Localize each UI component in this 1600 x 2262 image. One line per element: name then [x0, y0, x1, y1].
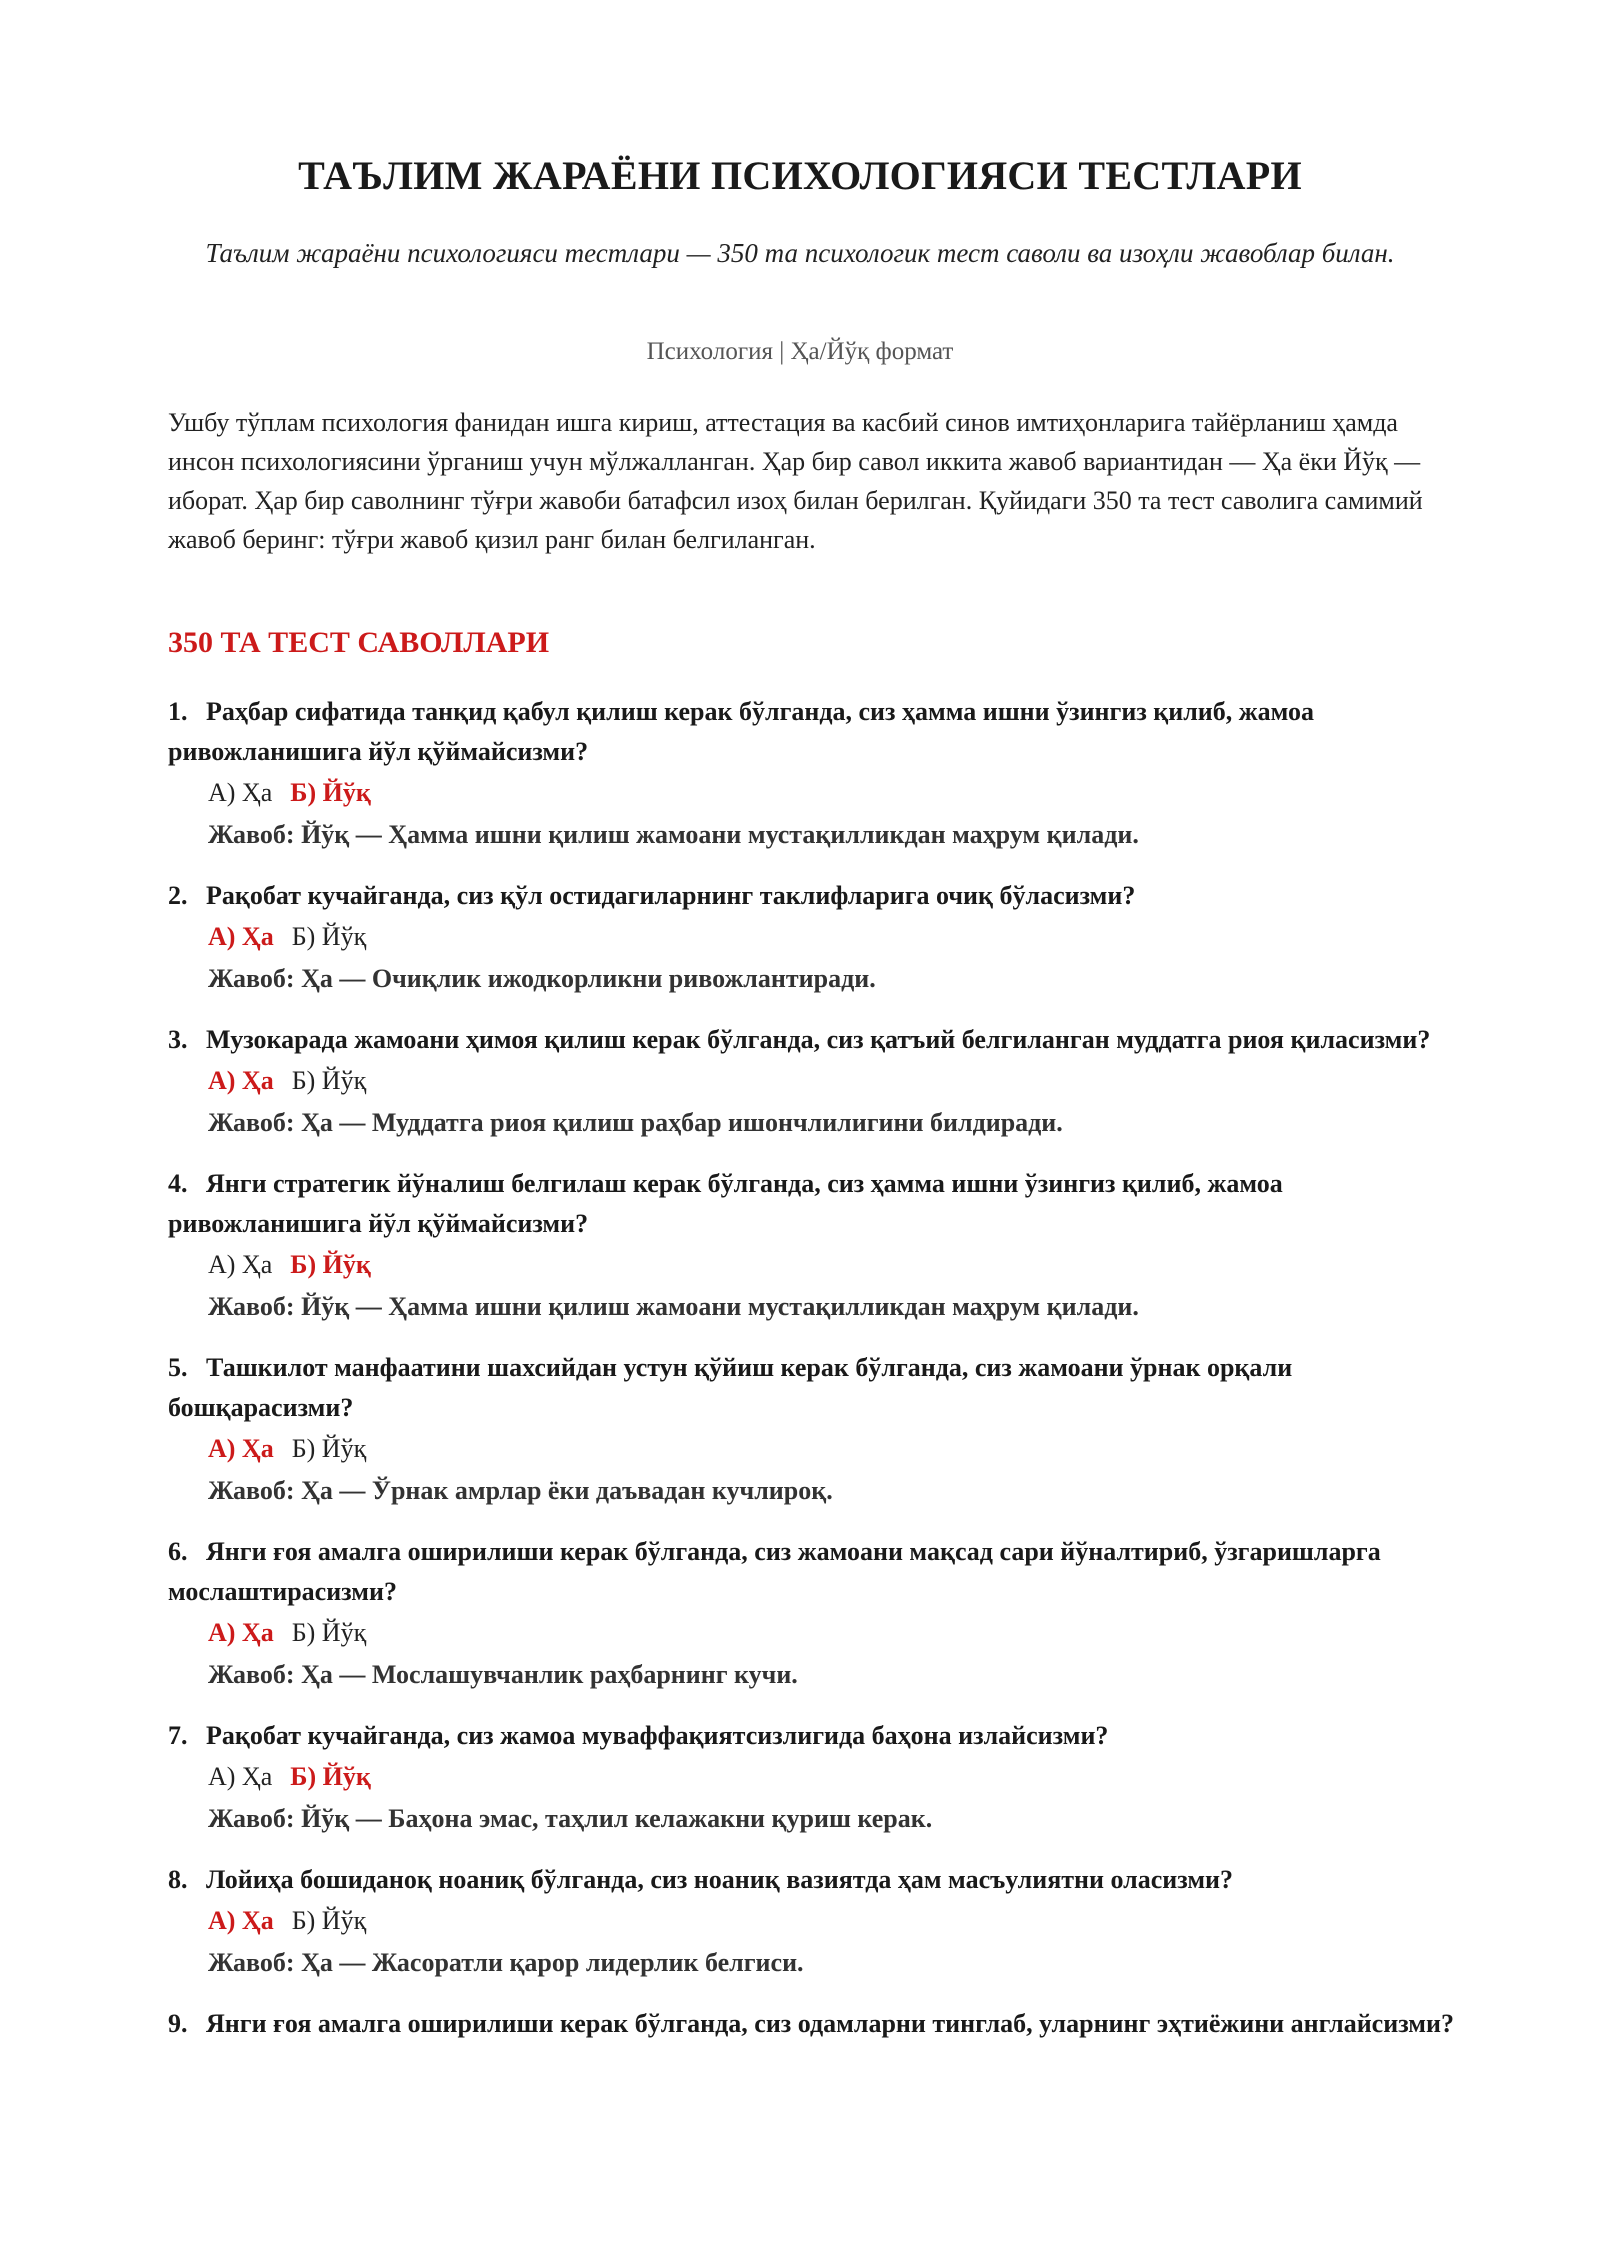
question-number: 6.	[168, 1537, 188, 1566]
answer-explanation: Жавоб: Ҳа — Муддатга риоя қилиш раҳбар ишончлилигини билдиради.	[208, 1108, 1063, 1137]
question-text	[168, 1020, 1458, 1060]
option: А) Ҳа	[208, 1250, 273, 1279]
option: Б) Йўқ	[291, 1066, 367, 1095]
question-body: Лойиҳа бошиданоқ ноаниқ бўлганда, сиз ноаниқ вазиятда ҳам масъулиятни оласизми?	[206, 1865, 1234, 1894]
correct-option: А) Ҳа	[208, 922, 274, 951]
option: Б) Йўқ	[291, 1618, 367, 1647]
question-list	[168, 692, 1458, 2064]
question-number: 7.	[168, 1721, 188, 1750]
question-body: Рақобат кучайганда, сиз қўл остидагиларнинг таклифларига очиқ бўласизми?	[206, 881, 1136, 910]
correct-option: Б) Йўқ	[290, 1250, 371, 1279]
question-body: Янги ғоя амалга оширилиши керак бўлганда, сиз одамларни тинглаб, уларнинг эҳтиёжини англайсизми?	[206, 2009, 1454, 2038]
answer-options	[168, 1428, 1458, 1470]
answer-explanation: Жавоб: Ҳа — Ўрнак амрлар ёки даъвадан кучлироқ.	[208, 1476, 833, 1505]
option: А) Ҳа	[208, 778, 273, 807]
question-text	[168, 1532, 1458, 1612]
question-text	[168, 1716, 1458, 1756]
question-number: 5.	[168, 1353, 188, 1382]
section-heading: 350 ТА ТЕСТ САВОЛЛАРИ	[168, 626, 550, 659]
question-number: 9.	[168, 2009, 188, 2038]
option: Б) Йўқ	[291, 1434, 367, 1463]
question-text	[168, 876, 1458, 916]
question-number: 4.	[168, 1169, 188, 1198]
answer-options	[168, 1900, 1458, 1942]
question-body: Музокарада жамоани ҳимоя қилиш керак бўлганда, сиз қатъий белгиланган муддатга риоя қиласизми?	[206, 1025, 1431, 1054]
intro-paragraph: Ушбу тўплам психология фанидан ишга кириш, аттестация ва касбий синов имтиҳонларига тайёрланиш ҳамда инсон психологиясини ўрганиш учун мўлжалланган. Ҳар бир савол иккита жавоб вариантидан — Ҳа ёки Йўқ — иборат. Ҳар бир саволнинг тўғри жавоби батафсил изоҳ билан берилган. Қуйидаги 350 та тест саволига самимий жавоб беринг: тўғри жавоб қизил ранг билан белгиланган.	[168, 408, 1423, 554]
answer-explanation: Жавоб: Йўқ — Баҳона эмас, таҳлил келажакни қуриш керак.	[208, 1804, 933, 1833]
correct-option: А) Ҳа	[208, 1066, 274, 1095]
answer-explanation: Жавоб: Йўқ — Ҳамма ишни қилиш жамоани мустақилликдан маҳрум қилади.	[208, 1292, 1139, 1321]
question-item	[168, 1532, 1458, 1696]
question-item	[168, 1020, 1458, 1144]
category-meta: Психология | Ҳа/Йўқ формат	[646, 338, 954, 365]
page-title: ТАЪЛИМ ЖАРАЁНИ ПСИХОЛОГИЯСИ ТЕСТЛАРИ	[298, 153, 1302, 198]
question-number: 8.	[168, 1865, 188, 1894]
question-body: Янги ғоя амалга оширилиши керак бўлганда, сиз жамоани мақсад сари йўналтириб, ўзгаришларга мослаштирасизми?	[168, 1537, 1381, 1606]
option: Б) Йўқ	[291, 1906, 367, 1935]
question-text	[168, 1860, 1458, 1900]
question-item	[168, 1348, 1458, 1512]
correct-option: А) Ҳа	[208, 1618, 274, 1647]
answer-options	[168, 916, 1458, 958]
question-item	[168, 692, 1458, 856]
question-text	[168, 2004, 1458, 2044]
answer-options	[168, 1756, 1458, 1798]
question-number: 2.	[168, 881, 188, 910]
correct-option: А) Ҳа	[208, 1906, 274, 1935]
question-number: 3.	[168, 1025, 188, 1054]
question-body: Янги стратегик йўналиш белгилаш керак бўлганда, сиз ҳамма ишни ўзингиз қилиб, жамоа ривожланишига йўл қўймайсизми?	[168, 1169, 1283, 1238]
option: Б) Йўқ	[291, 922, 367, 951]
question-item	[168, 2004, 1458, 2044]
option: А) Ҳа	[208, 1762, 273, 1791]
answer-explanation: Жавоб: Ҳа — Очиқлик ижодкорликни ривожлантиради.	[208, 964, 876, 993]
correct-option: А) Ҳа	[208, 1434, 274, 1463]
question-item	[168, 1860, 1458, 1984]
page-subtitle: Таълим жараёни психологияси тестлари — 350 та психологик тест саволи ва изоҳли жавоблар билан.	[205, 238, 1395, 268]
question-body: Раҳбар сифатида танқид қабул қилиш керак бўлганда, сиз ҳамма ишни ўзингиз қилиб, жамоа ривожланишига йўл қўймайсизми?	[168, 697, 1315, 766]
question-item	[168, 1716, 1458, 1840]
answer-options	[168, 772, 1458, 814]
correct-option: Б) Йўқ	[290, 778, 371, 807]
question-text	[168, 1348, 1458, 1428]
answer-options	[168, 1244, 1458, 1286]
question-item	[168, 1164, 1458, 1328]
answer-explanation: Жавоб: Ҳа — Мослашувчанлик раҳбарнинг кучи.	[208, 1660, 798, 1689]
question-item	[168, 876, 1458, 1000]
answer-explanation: Жавоб: Йўқ — Ҳамма ишни қилиш жамоани мустақилликдан маҳрум қилади.	[208, 820, 1139, 849]
answer-options	[168, 1612, 1458, 1654]
answer-options	[168, 1060, 1458, 1102]
question-number: 1.	[168, 697, 188, 726]
question-text	[168, 692, 1458, 772]
answer-explanation: Жавоб: Ҳа — Жасоратли қарор лидерлик белгиси.	[208, 1948, 804, 1977]
question-body: Ташкилот манфаатини шахсийдан устун қўйиш керак бўлганда, сиз жамоани ўрнак орқали бошқарасизми?	[168, 1353, 1293, 1422]
question-body: Рақобат кучайганда, сиз жамоа муваффақиятсизлигида баҳона излайсизми?	[206, 1721, 1109, 1750]
correct-option: Б) Йўқ	[290, 1762, 371, 1791]
question-text	[168, 1164, 1458, 1244]
